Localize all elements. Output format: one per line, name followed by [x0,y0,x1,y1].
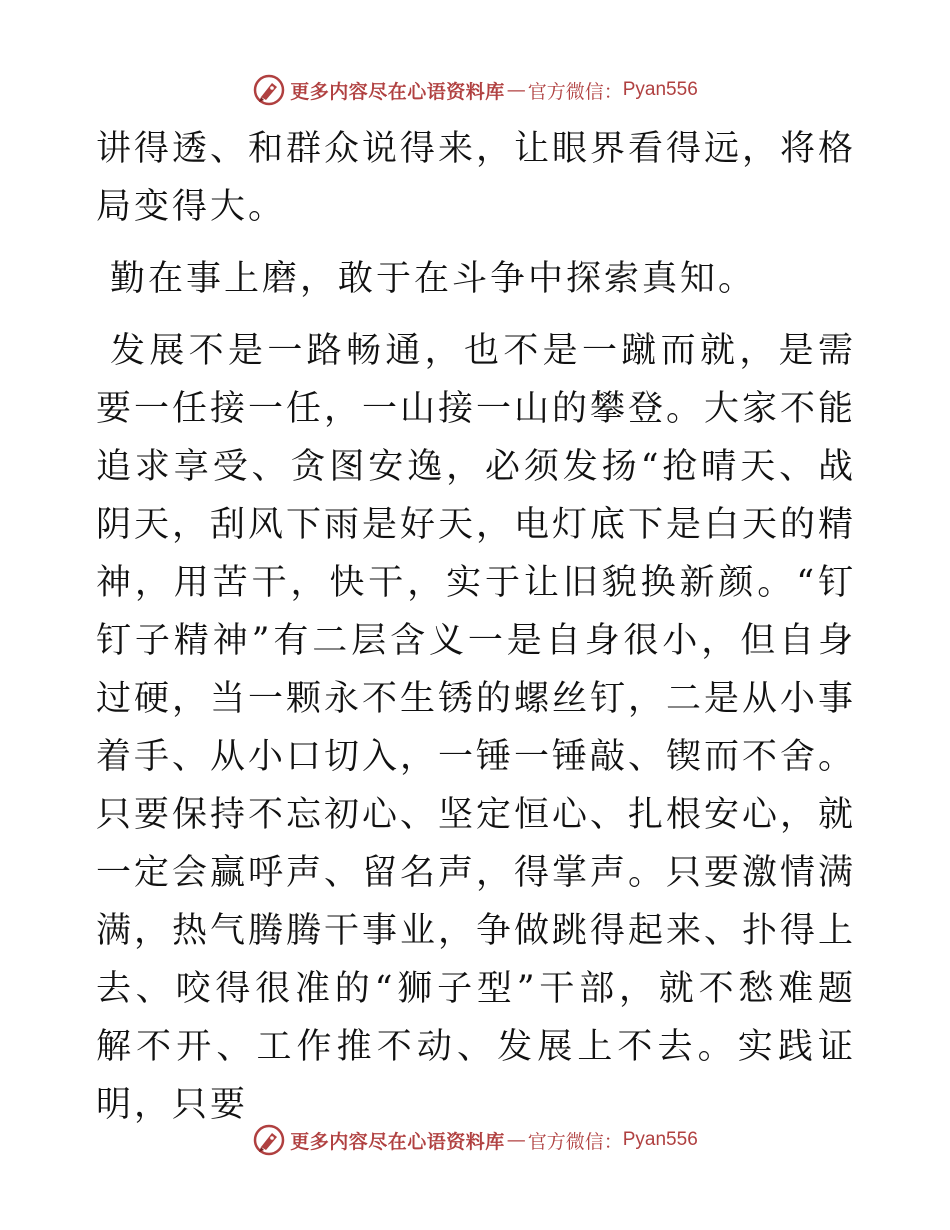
header-wechat-id: Pyan556 [622,79,698,100]
footer-wechat-label: 官方微信： [527,1130,623,1153]
header-dash: — [506,79,526,101]
footer-site-text: 更多内容尽在心语资料库 [290,1130,505,1153]
footer-banner [0,1120,950,1160]
header-site-text: 更多内容尽在心语资料库 [290,80,505,103]
pen-nib-logo-icon [252,73,286,107]
header-wechat-label: 官方微信： [527,80,623,103]
paragraph-3: 发展不是一路畅通，也不是一蹴而就，是需要一任接一任，一山接一山的攀登。大家不能追求享受、贪图安逸，必须发扬“抢晴天、战阴天，刮风下雨是好天，电灯底下是白天的精神，用苦干，快干，实于让旧貌换新颜。“钉钉子精神”有二层含义一是自身很小，但自身过硬，当一颗永不生锈的螺丝钉，二是从小事着手、从小口切入，一锤一锤敲、锲而不舍。只要保持不忘初心、坚定恒心、扎根安心，就一定会赢呼声、留名声，得掌声。只要激情满满，热气腾腾干事业，争做跳得起来、扑得上去、咬得很准的“狮子型”干部，就不愁难题解不开、工作推不动、发展上不去。实践证明，只要 [96,331,857,1125]
paragraph-1: 讲得透、和群众说得来，让眼界看得远，将格局变得大。 [96,129,857,227]
footer-wechat-id: Pyan556 [622,1129,698,1150]
document-body [96,120,856,1134]
pen-nib-logo-icon [252,1123,286,1157]
header-banner [0,70,950,110]
paragraph-2: 勤在事上磨，敢于在斗争中探索真知。 [110,259,757,299]
footer-dash: — [506,1129,526,1151]
